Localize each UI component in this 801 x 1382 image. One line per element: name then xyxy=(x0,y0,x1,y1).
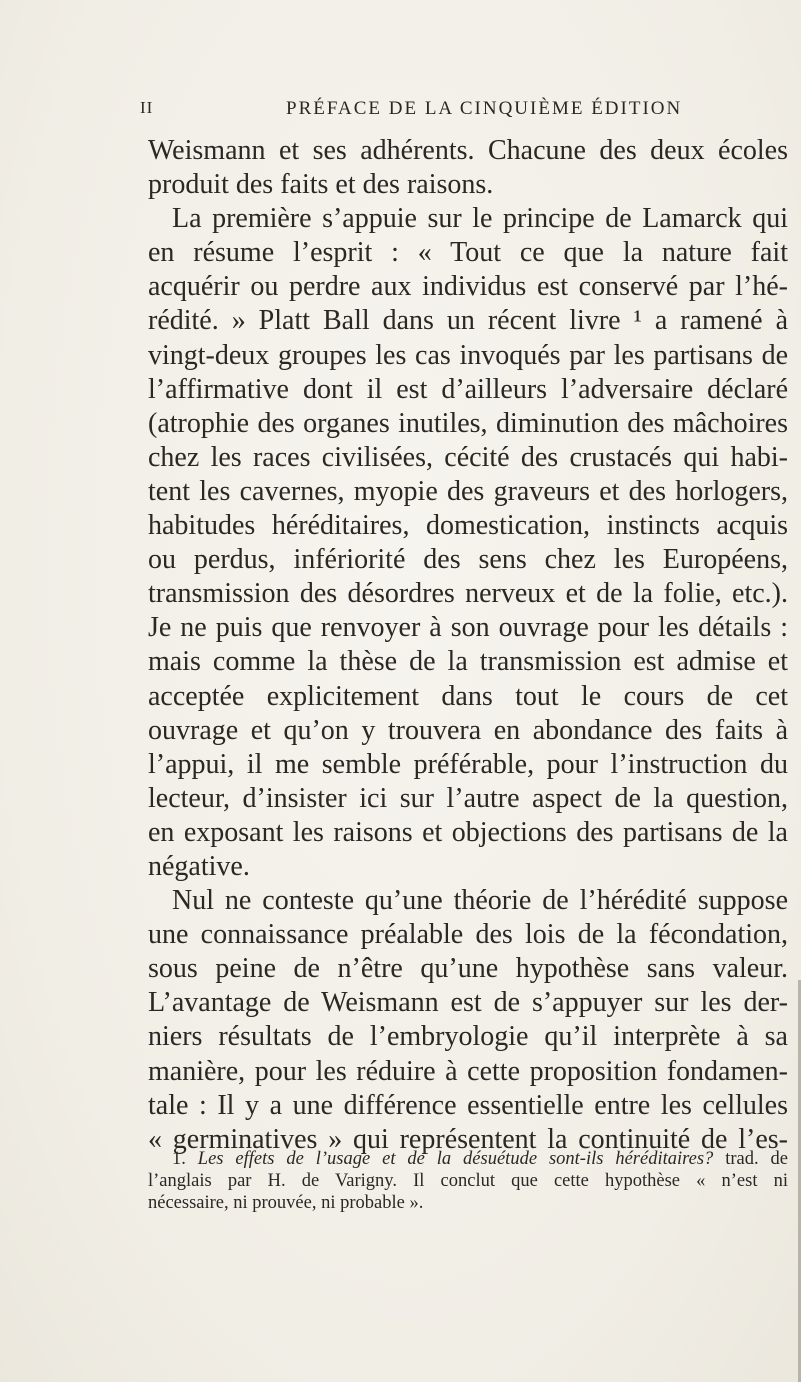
page-number: II xyxy=(140,98,154,117)
paragraph-2 xyxy=(148,202,788,884)
text-line: transmission des désordres nerveux et de la folie, etc.). xyxy=(148,578,788,610)
text-line: niers résultats de l’embryologie qu’il interprète à sa xyxy=(148,1021,788,1053)
text-line: acceptée explicitement dans tout le cours de cet xyxy=(148,680,788,712)
text-line: Nul ne conteste qu’une théorie de l’hérédité suppose xyxy=(172,885,788,917)
text-line: sous peine de n’être qu’une hypothèse sans valeur. xyxy=(148,953,788,985)
text-line: habitudes héréditaires, domestication, instincts acquis xyxy=(148,510,788,542)
text-line: produit des faits et des raisons. xyxy=(148,169,494,201)
body-text xyxy=(148,134,788,1157)
page-header xyxy=(140,98,780,128)
text-line: une connaissance préalable des lois de la fécondation, xyxy=(148,919,788,951)
footnote-line-3: nécessaire, ni prouvée, ni probable ». xyxy=(148,1193,424,1213)
text-line: manière, pour les réduire à cette proposition fondamen- xyxy=(148,1055,788,1087)
footnote xyxy=(148,1148,788,1214)
text-line: en résume l’esprit : « Tout ce que la nature fait xyxy=(148,237,788,269)
text-line: Weismann et ses adhérents. Chacune des deux écoles xyxy=(148,135,788,166)
footnote-line-1 xyxy=(148,1148,788,1170)
text-line: mais comme la thèse de la transmission est admise et xyxy=(148,646,788,678)
running-head: PRÉFACE DE LA CINQUIÈME ÉDITION xyxy=(286,98,683,119)
text-line: tent les cavernes, myopie des graveurs et des horlogers, xyxy=(148,475,788,507)
footnote-marker: 1. xyxy=(172,1149,186,1169)
text-line: La première s’appuie sur le principe de Lamarck qui xyxy=(172,203,788,235)
text-line: « germinatives » qui représentent la continuité de l’es- xyxy=(148,1123,788,1155)
paragraph-1 xyxy=(148,134,788,202)
text-line: ou perdus, infériorité des sens chez les Européens, xyxy=(148,544,788,576)
text-line: tale : Il y a une différence essentielle entre les cellules xyxy=(148,1089,788,1121)
text-line: l’appui, il me semble préférable, pour l’instruction du xyxy=(148,748,788,780)
text-line: l’affirmative dont il est d’ailleurs l’adversaire déclaré xyxy=(148,373,788,405)
text-line: chez les races civilisées, cécité des crustacés qui habi- xyxy=(148,441,788,473)
text-line: lecteur, d’insister ici sur l’autre aspect de la question, xyxy=(148,782,788,814)
paragraph-3 xyxy=(148,884,788,1157)
text-line: (atrophie des organes inutiles, diminution des mâchoires xyxy=(148,407,788,439)
text-line: acquérir ou perdre aux individus est conservé par l’hé- xyxy=(148,271,788,303)
text-line: rédité. » Platt Ball dans un récent livre ¹ a ramené à xyxy=(148,305,788,337)
text-line: négative. xyxy=(148,850,250,882)
footnote-translation-note: trad. de xyxy=(725,1149,788,1169)
footnote-book-title: Les effets de l’usage et de la désuétude sont-ils héréditaires? xyxy=(197,1149,714,1169)
text-line: L’avantage de Weismann est de s’appuyer sur les der- xyxy=(148,987,788,1019)
text-line: ouvrage et qu’on y trouvera en abondance des faits à xyxy=(148,714,788,746)
footnote-line-2: l’anglais par H. de Varigny. Il conclut que cette hypothèse « n’est ni xyxy=(148,1171,788,1191)
text-line: en exposant les raisons et objections des partisans de la xyxy=(148,816,788,848)
text-line: Je ne puis que renvoyer à son ouvrage pour les détails : xyxy=(148,612,788,644)
text-line: vingt-deux groupes les cas invoqués par les partisans de xyxy=(148,339,788,371)
